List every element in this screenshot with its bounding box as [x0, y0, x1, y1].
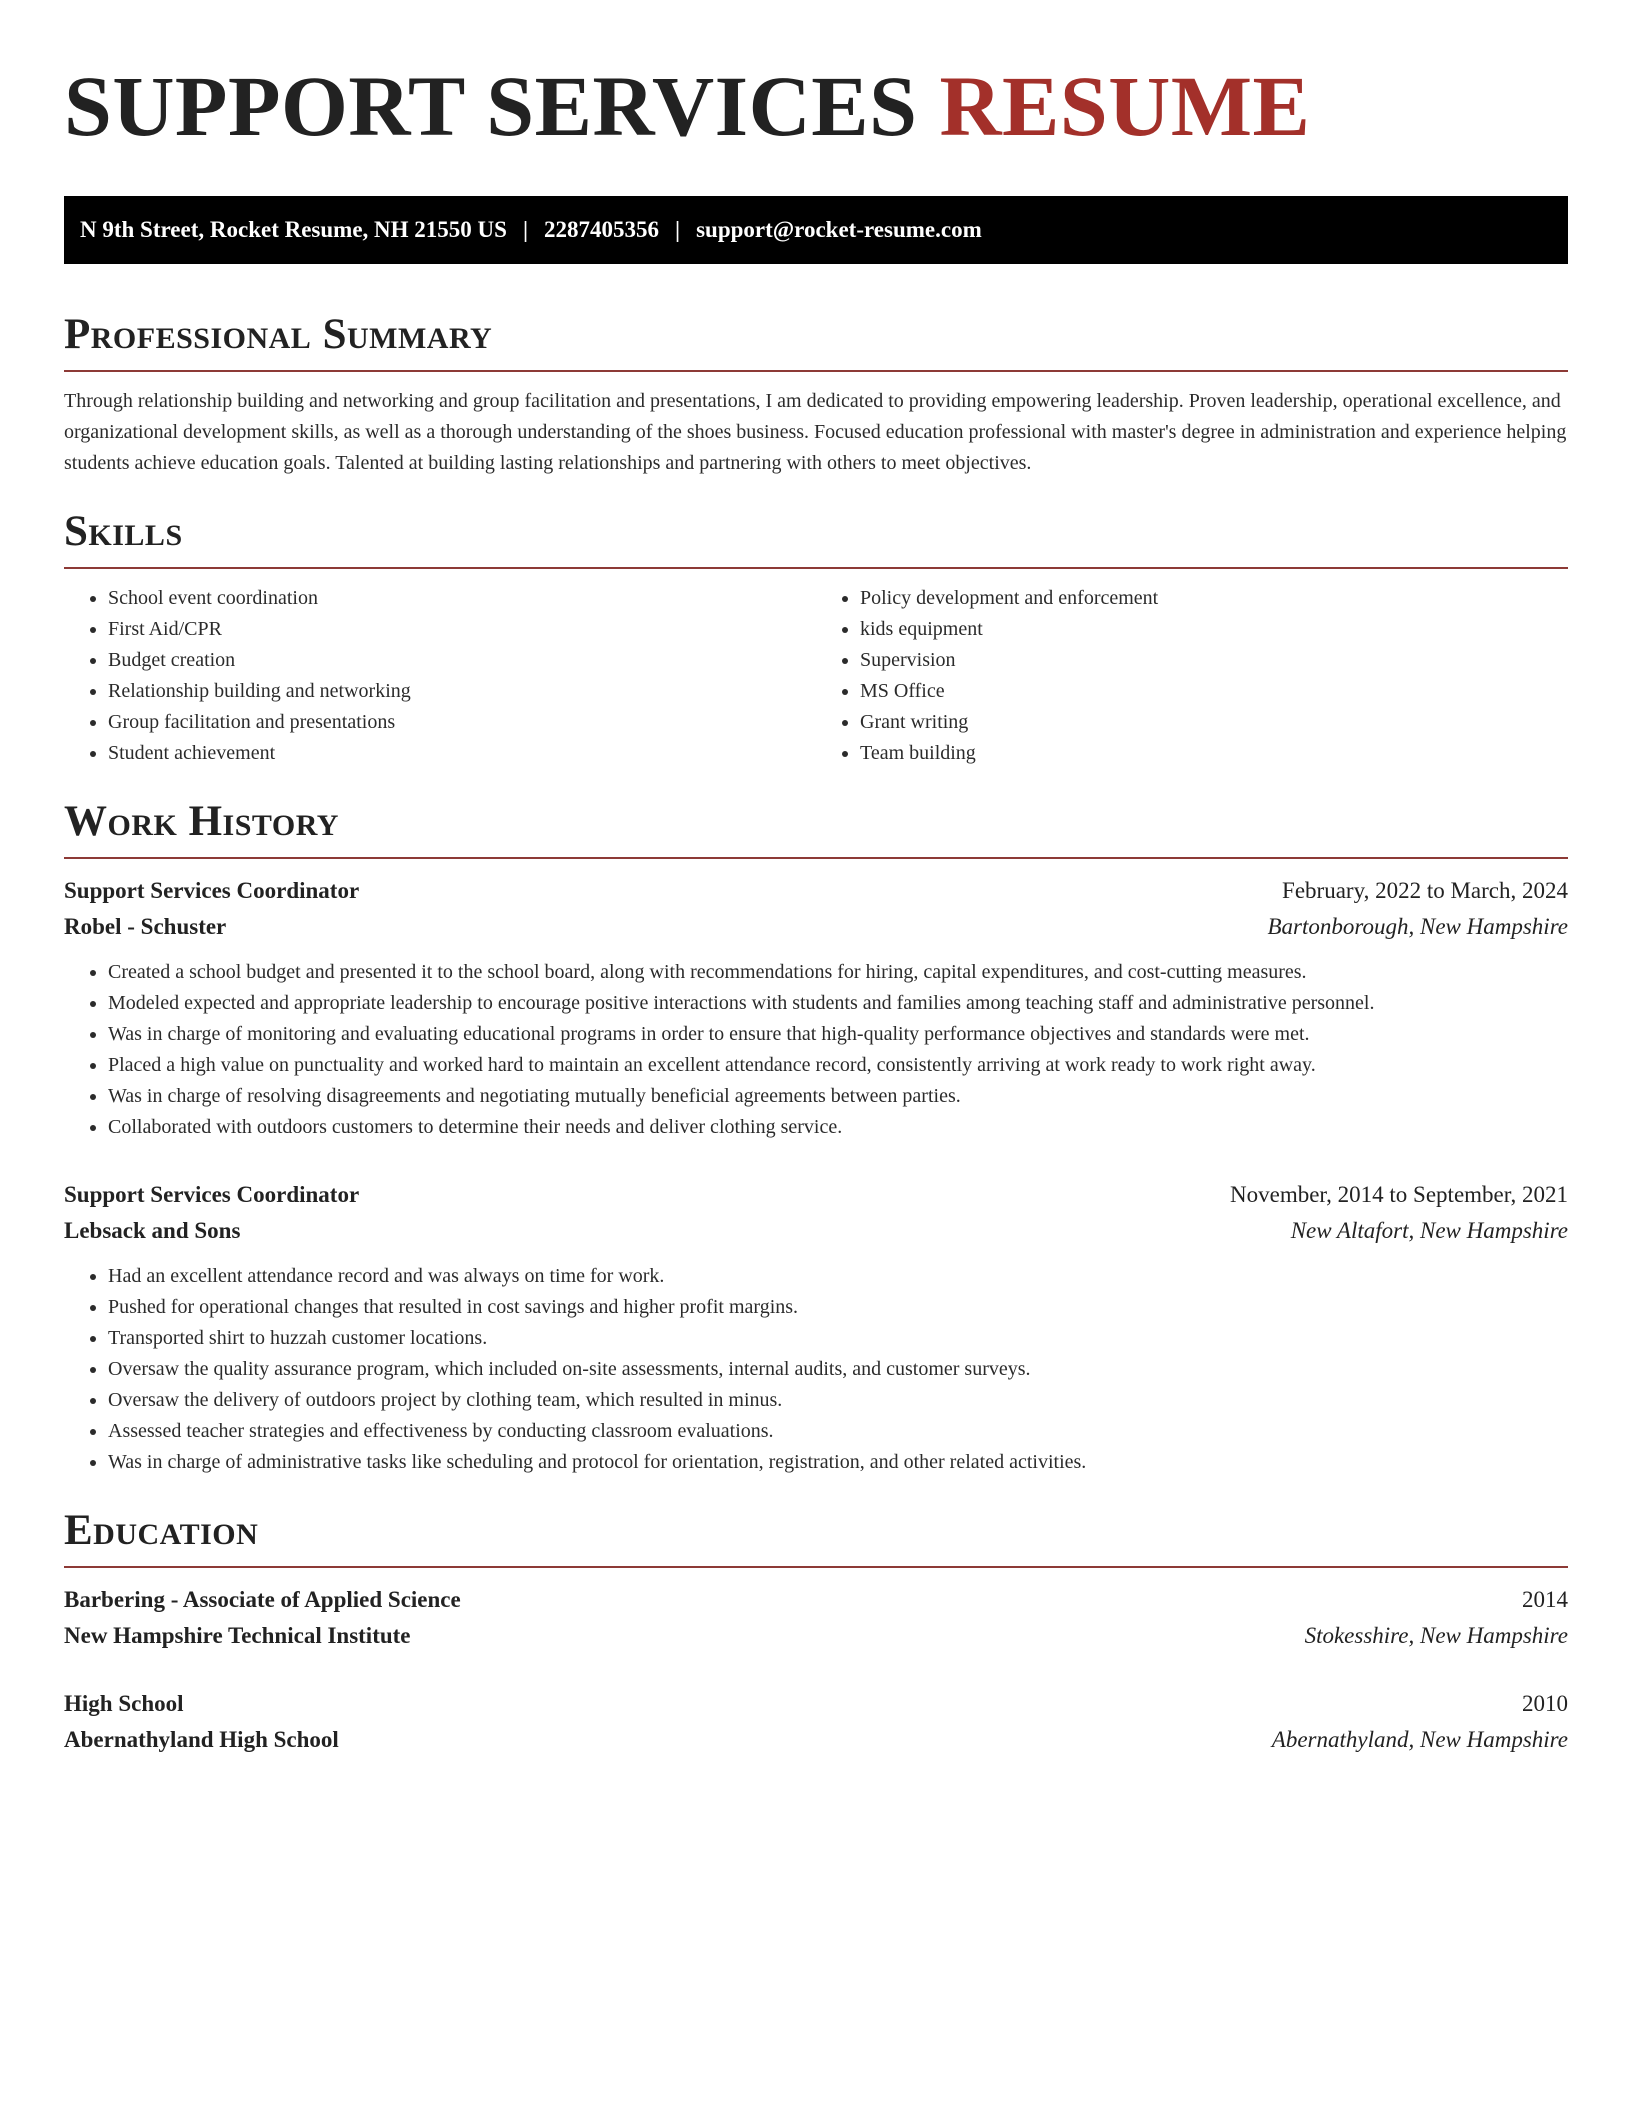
job-company-row [64, 1213, 1568, 1249]
education-school: New Hampshire Technical Institute [64, 1623, 411, 1648]
contact-phone: 2287405356 [544, 217, 660, 242]
skill-item: • Grant writing [860, 707, 1568, 738]
job-duty: • Assessed teacher strategies and effectiveness by conducting classroom evaluations. [108, 1416, 1568, 1447]
job-duty: • Collaborated with outdoors customers to determine their needs and deliver clothing service. [108, 1112, 1568, 1143]
skill-item: • Group facilitation and presentations [108, 707, 816, 738]
summary-section [64, 308, 1568, 479]
job-company: Lebsack and Sons [64, 1218, 241, 1243]
job-company-row [64, 909, 1568, 945]
education-year: 2014 [1522, 1587, 1568, 1612]
job-header-row [64, 1177, 1568, 1213]
job-location: New Altafort, New Hampshire [1290, 1218, 1568, 1243]
job-duty: • Oversaw the quality assurance program, which included on-site assessments, internal audits, and customer surveys. [108, 1354, 1568, 1385]
education-year: 2010 [1522, 1691, 1568, 1716]
education-entry [64, 1582, 1568, 1654]
section-divider [64, 857, 1568, 859]
skills-column-right [816, 583, 1568, 769]
skill-item: • Student achievement [108, 738, 816, 769]
contact-bar [64, 196, 1568, 264]
skill-item: • First Aid/CPR [108, 614, 816, 645]
education-degree: Barbering - Associate of Applied Science [64, 1587, 461, 1612]
work-history-section [64, 795, 1568, 1478]
job-company: Robel - Schuster [64, 914, 227, 939]
title-accent: RESUME [939, 58, 1311, 154]
job-title: Support Services Coordinator [64, 878, 360, 903]
job-duty: • Was in charge of administrative tasks like scheduling and protocol for orientation, registration, and other related activities. [108, 1447, 1568, 1478]
job-duty: • Pushed for operational changes that resulted in cost savings and higher profit margins. [108, 1292, 1568, 1323]
job-duty: • Had an excellent attendance record and was always on time for work. [108, 1261, 1568, 1292]
job-duties [64, 957, 1568, 1143]
job-dates: November, 2014 to September, 2021 [1230, 1182, 1568, 1207]
education-school-row [64, 1722, 1568, 1758]
skill-item: • Supervision [860, 645, 1568, 676]
job-location: Bartonborough, New Hampshire [1267, 914, 1568, 939]
skills-column-left [64, 583, 816, 769]
skill-item: • kids equipment [860, 614, 1568, 645]
contact-separator: | [522, 217, 529, 242]
job-duty: • Placed a high value on punctuality and worked hard to maintain an excellent attendance record, consistently arriving at work ready to work right away. [108, 1050, 1568, 1081]
resume-title [64, 56, 1568, 156]
section-divider [64, 370, 1568, 372]
job-entry [64, 873, 1568, 1143]
title-main: SUPPORT SERVICES [64, 58, 918, 154]
education-heading: Education [64, 1507, 259, 1554]
skills-list [64, 583, 1568, 769]
education-header-row [64, 1686, 1568, 1722]
summary-heading: Professional Summary [64, 311, 493, 358]
education-degree: High School [64, 1691, 184, 1716]
work-history-heading: Work History [64, 798, 339, 845]
job-header-row [64, 873, 1568, 909]
education-location: Stokesshire, New Hampshire [1304, 1623, 1568, 1648]
job-duty: • Was in charge of resolving disagreements and negotiating mutually beneficial agreements between parties. [108, 1081, 1568, 1112]
skill-item: • Team building [860, 738, 1568, 769]
skills-heading: Skills [64, 508, 183, 555]
skill-item: • School event coordination [108, 583, 816, 614]
skill-item: • Policy development and enforcement [860, 583, 1568, 614]
contact-separator: | [675, 217, 681, 242]
education-school-row [64, 1618, 1568, 1654]
education-header-row [64, 1582, 1568, 1618]
skill-item: • Budget creation [108, 645, 816, 676]
job-duty: • Modeled expected and appropriate leadership to encourage positive interactions with students and families among teaching staff and administrative personnel. [108, 988, 1568, 1019]
skills-section [64, 505, 1568, 769]
job-title: Support Services Coordinator [64, 1182, 360, 1207]
summary-text: Through relationship building and networking and group facilitation and presentations, I am dedicated to providing empowering leadership. Proven leadership, operational excellence, and organizational development skills, as well as a thorough understanding of the shoes business. Focused education professional with master's degree in administration and experience helping students achieve education goals. Talented at building lasting relationships and partnering with others to meet objectives. [64, 390, 1567, 474]
section-divider [64, 567, 1568, 569]
job-duty: • Oversaw the delivery of outdoors project by clothing team, which resulted in minus. [108, 1385, 1568, 1416]
education-entry [64, 1686, 1568, 1758]
job-duty: • Transported shirt to huzzah customer locations. [108, 1323, 1568, 1354]
job-duty: • Was in charge of monitoring and evaluating educational programs in order to ensure that high-quality performance objectives and standards were met. [108, 1019, 1568, 1050]
job-entry [64, 1177, 1568, 1478]
education-location: Abernathyland, New Hampshire [1271, 1727, 1568, 1752]
section-divider [64, 1566, 1568, 1568]
education-section [64, 1504, 1568, 1758]
contact-email: support@rocket-resume.com [696, 217, 982, 242]
skill-item: • MS Office [860, 676, 1568, 707]
contact-address: N 9th Street, Rocket Resume, NH 21550 US [80, 217, 507, 242]
job-duty: • Created a school budget and presented it to the school board, along with recommendations for hiring, capital expenditures, and cost-cutting measures. [108, 957, 1568, 988]
job-duties [64, 1261, 1568, 1478]
education-school: Abernathyland High School [64, 1727, 339, 1752]
skill-item: • Relationship building and networking [108, 676, 816, 707]
job-dates: February, 2022 to March, 2024 [1282, 878, 1568, 903]
